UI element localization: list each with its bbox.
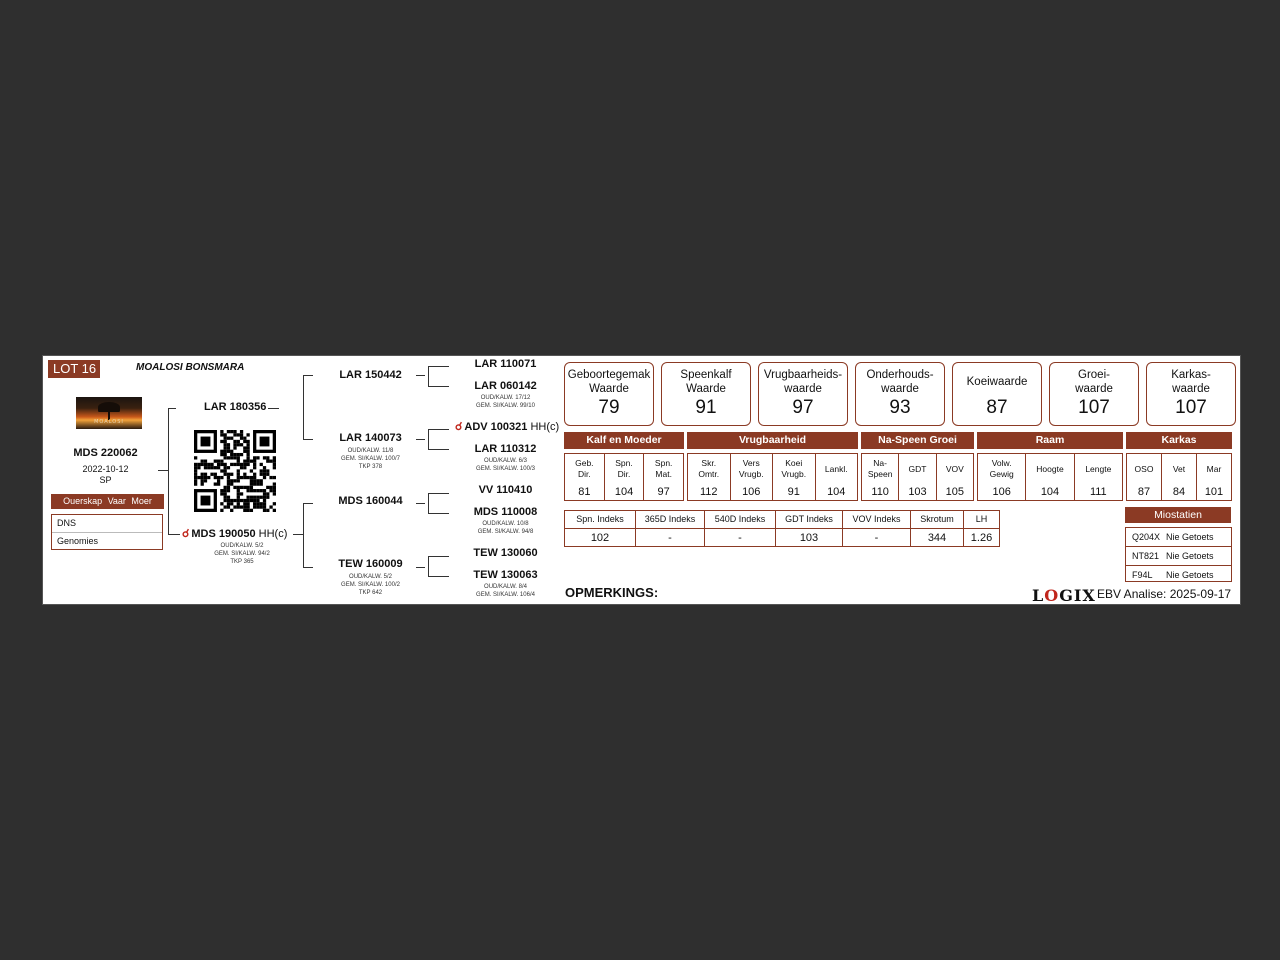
ggp-8-id: TEW 130063: [473, 569, 538, 581]
ebv-table-post-weaning: [861, 453, 974, 501]
myostatin-mark-icon: ☌: [455, 421, 463, 433]
ebv-cell: Lankl. 104: [824, 463, 848, 498]
ebv-box-calving-ease: Geboortegemak Waarde 79: [564, 362, 654, 426]
breeder-logo: [76, 397, 142, 429]
parentage-dns: DNS: [52, 515, 162, 533]
sire-dam-stats: OUD/KALW. 11/8 GEM. SI/KALW. 100/7 TKP 378: [341, 448, 400, 470]
index-cell: LH 1.26: [964, 511, 999, 546]
ebv-box-cow: Koeiwaarde 87: [952, 362, 1042, 426]
group-header-post-weaning: Na-Speen Groei: [861, 432, 974, 449]
ggp-6-stats: OUD/KALW. 10/8 GEM. SI/KALW. 94/8: [477, 521, 534, 535]
logix-logo: LOGIX: [1032, 586, 1096, 605]
parentage-table: [51, 514, 163, 550]
ebv-box-fertility: Vrugbaarheids- waarde 97: [758, 362, 848, 426]
myostatin-row: F94L Nie Getoets: [1132, 570, 1214, 580]
ebv-cell: Hoogte 104: [1026, 454, 1074, 500]
ggp-6-id: MDS 110008: [473, 506, 538, 518]
index-table: [564, 510, 1000, 547]
ebv-cell: Na- Speen 110: [862, 454, 899, 500]
sire-sire-id: LAR 150442: [339, 369, 402, 381]
index-cell: 365D Indeks -: [636, 511, 705, 546]
ebv-table-frame: [977, 453, 1123, 501]
dam-stats: OUD/KALW. 5/2 GEM. SI/KALW. 94/2 TKP 365: [214, 543, 270, 565]
dam-dam-stats: OUD/KALW. 5/2 GEM. SI/KALW. 100/2 TKP 642: [341, 574, 400, 596]
index-cell: Spn. Indeks 102: [565, 511, 636, 546]
parentage-header: Ouerskap Vaar Moer: [51, 494, 164, 509]
index-cell: Skrotum 344: [911, 511, 964, 546]
myostatin-row: Q204X Nie Getoets: [1126, 528, 1231, 547]
group-header-fertility: Vrugbaarheid: [687, 432, 858, 449]
myostatin-header: Miostatien: [1125, 507, 1231, 523]
animal-id: MDS 220062: [73, 447, 138, 459]
sire-dam-id: LAR 140073: [339, 432, 402, 444]
lot-number: LOT 16: [48, 360, 100, 378]
ebv-cell: Geb. Dir. 81: [565, 454, 605, 500]
group-header-frame: Raam: [977, 432, 1123, 449]
lot-card: [42, 355, 1241, 605]
ebv-table-fertility: [687, 453, 858, 501]
ebv-box-weaning: Speenkalf Waarde 91: [661, 362, 751, 426]
ebv-cell: Vet 84: [1162, 454, 1197, 500]
group-header-calf-dam: Kalf en Moeder: [564, 432, 684, 449]
ggp-5-id: VV 110410: [478, 484, 533, 496]
ggp-7-id: TEW 130060: [473, 547, 538, 559]
parentage-genomics: Genomies: [57, 536, 99, 546]
ggp-1-id: LAR 110071: [474, 358, 537, 370]
ggp-3-id: ☌ ADV 100321 HH(c): [455, 421, 560, 433]
ebv-box-carcass: Karkas- waarde 107: [1146, 362, 1236, 426]
ggp-4-id: LAR 110312: [474, 443, 537, 455]
ggp-4-stats: OUD/KALW. 6/3 GEM. SI/KALW. 100/3: [476, 458, 535, 472]
ebv-cell: Vers Vrugb. 106: [731, 454, 774, 500]
ebv-cell: Mar 101: [1204, 463, 1224, 498]
ggp-8-stats: OUD/KALW. 8/4 GEM. SI/KALW. 106/4: [476, 584, 535, 598]
ggp-2-stats: OUD/KALW. 17/12 GEM. SI/KALW. 99/10: [476, 395, 535, 409]
myostatin-mark-icon: ☌: [182, 528, 190, 540]
breeder-name: MOALOSI BONSMARA: [136, 362, 245, 373]
ebv-cell: Volw. Gewig 106: [978, 454, 1026, 500]
index-cell: 540D Indeks -: [705, 511, 776, 546]
sire-id: LAR 180356: [204, 401, 267, 413]
ebv-box-maintenance: Onderhouds- waarde 93: [855, 362, 945, 426]
dam-sire-id: MDS 160044: [338, 495, 403, 507]
ebv-cell: Spn. Dir. 104: [605, 454, 645, 500]
dam-dam-id: TEW 160009: [338, 558, 403, 570]
remarks-label: OPMERKINGS:: [565, 585, 659, 600]
analysis-date: EBV Analise: 2025-09-17: [1097, 587, 1232, 601]
ebv-table-calf-dam: [564, 453, 684, 501]
ebv-cell: GDT 103: [899, 454, 936, 500]
animal-code: SP: [99, 475, 112, 485]
ebv-box-growth: Groei- waarde 107: [1049, 362, 1139, 426]
index-cell: GDT Indeks 103: [776, 511, 843, 546]
myostatin-table: [1125, 527, 1232, 582]
qr-code[interactable]: [194, 430, 276, 512]
ebv-cell: VOV 105: [945, 463, 964, 498]
ebv-table-carcass: [1126, 453, 1232, 501]
ebv-cell: Lengte 111: [1085, 463, 1112, 498]
ggp-2-id: LAR 060142: [474, 380, 537, 392]
logo-text: MOALOSI: [94, 419, 124, 425]
group-header-carcass: Karkas: [1126, 432, 1232, 449]
ebv-cell: Koei Vrugb. 91: [773, 454, 816, 500]
index-cell: VOV Indeks -: [843, 511, 911, 546]
ebv-cell: Skr. Omtr. 112: [688, 454, 731, 500]
ebv-cell: Spn. Mat. 97: [654, 458, 673, 498]
dam-id: ☌ MDS 190050 HH(c): [182, 528, 288, 540]
ebv-cell: OSO 87: [1127, 454, 1162, 500]
myostatin-row: NT821 Nie Getoets: [1126, 547, 1231, 566]
animal-birth-date: 2022-10-12: [82, 464, 129, 474]
